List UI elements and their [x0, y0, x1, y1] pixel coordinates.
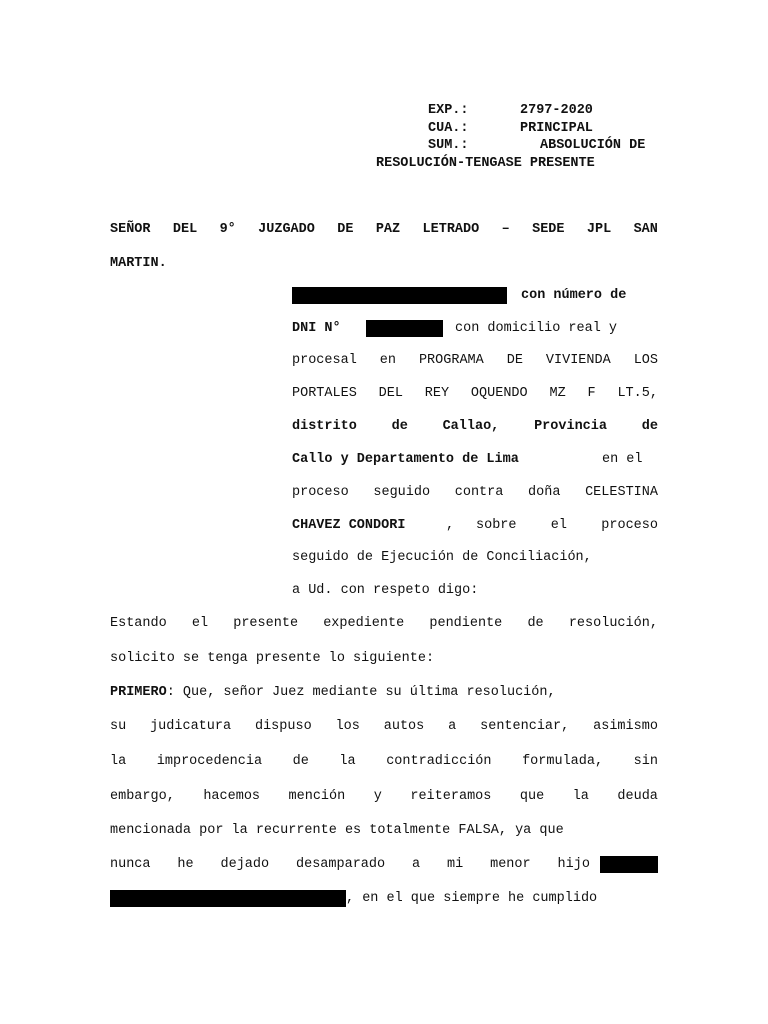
document-page: EXP.: 2797-2020 CUA.: PRINCIPAL SUM.: ABSOLUCIÓN DE RESOLUCIÓN-TENGASE PRESENTE SEÑOR DEL 9° JUZGADO DE PAZ LETRADO – SEDE JPL SAN MARTIN. con número de DNI N° con domicilio real y procesal en PROGRAMA DE VIVIENDA LOS PORTALES DEL REY OQUENDO MZ F LT.5, distrito de Callao, Provincia de Callo y Departamento de Lima en el proceso seguido contra doña CELESTINA CHAVEZ CONDORI , sobre el proceso seguido de Ejecución de Conciliación, a Ud. con respeto digo: Estando el presente expediente pendiente de resolución, solicito se tenga presente lo siguiente: PRIMERO: Que, señor Juez mediante su última resolución, su judicatura dispuso los autos a sentenciar, asimismo la improcedencia de la contradicción formulada, sin embargo, hacemos mención y reiteramos que la deuda mencionada por la recurrente es totalmente FALSA, ya que nunca he dejado desamparado a mi menor hijo , en el que siempre he cumplido	[110, 103, 658, 906]
word: JUZGADO	[258, 222, 315, 237]
word: expediente	[323, 616, 405, 631]
word: de	[391, 419, 408, 434]
addressee-line-2: MARTIN.	[110, 256, 167, 271]
word: la	[339, 754, 356, 769]
word: seguido	[373, 485, 431, 500]
word: presente	[233, 616, 299, 631]
word: pendiente	[429, 616, 503, 631]
word: OQUENDO	[470, 386, 528, 401]
word: F	[587, 386, 596, 401]
word: Callao,	[442, 419, 500, 434]
word: –	[501, 222, 510, 237]
word: proceso	[292, 485, 349, 500]
word: a	[448, 719, 457, 734]
word: que	[519, 789, 545, 804]
word: sin	[633, 754, 658, 769]
redacted-child-name-2	[110, 890, 346, 907]
word: DEL	[378, 386, 403, 401]
word: hijo	[557, 857, 590, 872]
word: he	[177, 857, 194, 872]
word: distrito	[292, 419, 357, 434]
word: PORTALES	[292, 386, 357, 401]
word: el	[550, 518, 567, 533]
word: improcedencia	[156, 754, 263, 769]
word: nunca	[110, 857, 151, 872]
word: el	[191, 616, 209, 631]
word: MZ	[549, 386, 566, 401]
word: deuda	[617, 789, 658, 804]
word: reiteramos	[410, 789, 492, 804]
word: de	[641, 419, 658, 434]
word: sentenciar,	[480, 719, 570, 734]
body-line-7: mencionada por la recurrente es totalmente FALSA, ya que	[110, 823, 564, 838]
word: SEÑOR	[110, 222, 151, 237]
body-line-4	[110, 718, 658, 736]
word: SEDE	[532, 222, 565, 237]
intro-line-2-text: con domicilio real y	[455, 321, 618, 336]
word: de	[292, 754, 309, 769]
word: asimismo	[593, 719, 658, 734]
word: VIVIENDA	[545, 353, 611, 368]
body-line-8	[110, 856, 590, 874]
word: contra	[454, 485, 504, 500]
cua-value: PRINCIPAL	[520, 121, 593, 136]
addressee-line-1	[110, 221, 658, 239]
word: contradicción	[386, 754, 492, 769]
dni-label: DNI N°	[292, 321, 341, 336]
intro-line-6-bold: Callo y Departamento de Lima	[292, 452, 519, 467]
body-line-5	[110, 753, 658, 771]
word: CELESTINA	[585, 485, 658, 500]
word: resolución,	[568, 616, 658, 631]
intro-line-10: a Ud. con respeto digo:	[292, 583, 479, 598]
word: de	[527, 616, 544, 631]
redacted-dni	[366, 320, 443, 337]
word: procesal	[292, 353, 357, 368]
intro-line-1-text: con número de	[521, 288, 627, 303]
intro-line-7	[292, 484, 658, 502]
word: menor	[490, 857, 531, 872]
primero-text: : Que, señor Juez mediante su última resolución,	[166, 685, 556, 700]
word: doña	[528, 485, 561, 500]
sum-value-line2: RESOLUCIÓN-TENGASE PRESENTE	[376, 156, 595, 171]
sum-value: ABSOLUCIÓN DE	[540, 138, 646, 153]
word: LT.5,	[617, 386, 658, 401]
body-line-9-text: , en el que siempre he cumplido	[346, 891, 598, 906]
intro-line-4	[292, 385, 658, 403]
body-line-1	[110, 615, 658, 633]
word: mi	[447, 857, 464, 872]
body-line-3	[110, 684, 556, 702]
word: los	[335, 719, 360, 734]
intro-line-8-bold: CHAVEZ CONDORI	[292, 518, 406, 533]
body-line-6	[110, 788, 658, 806]
word: desamparado	[296, 857, 386, 872]
sum-label: SUM.:	[428, 138, 469, 153]
word: DE	[337, 222, 354, 237]
word: sobre	[476, 518, 517, 533]
word: y	[373, 789, 382, 804]
word: SAN	[633, 222, 658, 237]
word: la	[572, 789, 589, 804]
word: JPL	[586, 222, 612, 237]
intro-line-8-rest	[476, 517, 658, 535]
word: LETRADO	[422, 222, 480, 237]
word: REY	[424, 386, 450, 401]
intro-line-9: seguido de Ejecución de Conciliación,	[292, 550, 592, 565]
exp-value: 2797-2020	[520, 103, 593, 118]
intro-line-3	[292, 352, 658, 370]
word: 9°	[219, 222, 236, 237]
word: hacemos	[203, 789, 261, 804]
word: dejado	[220, 857, 270, 872]
word: en	[379, 353, 396, 368]
word: DE	[506, 353, 523, 368]
cua-label: CUA.:	[428, 121, 469, 136]
word: judicatura	[150, 719, 232, 734]
primero-label: PRIMERO	[110, 685, 167, 700]
intro-line-6-text: en el	[602, 452, 643, 467]
word: formulada,	[522, 754, 604, 769]
word: embargo,	[110, 789, 175, 804]
word: mención	[288, 789, 346, 804]
intro-line-5	[292, 418, 658, 436]
exp-label: EXP.:	[428, 103, 469, 118]
word: Estando	[110, 616, 167, 631]
word: proceso	[601, 518, 658, 533]
word: su	[110, 719, 127, 734]
redacted-name	[292, 287, 507, 304]
word: DEL	[172, 222, 198, 237]
word: la	[110, 754, 127, 769]
redacted-child-name-1	[600, 856, 658, 873]
word: Provincia	[534, 419, 607, 434]
word: dispuso	[254, 719, 312, 734]
body-line-2: solicito se tenga presente lo siguiente:	[110, 651, 435, 666]
word: a	[412, 857, 421, 872]
word: PAZ	[375, 222, 401, 237]
word: autos	[383, 719, 425, 734]
word: PROGRAMA	[418, 353, 484, 368]
word: LOS	[633, 353, 658, 368]
